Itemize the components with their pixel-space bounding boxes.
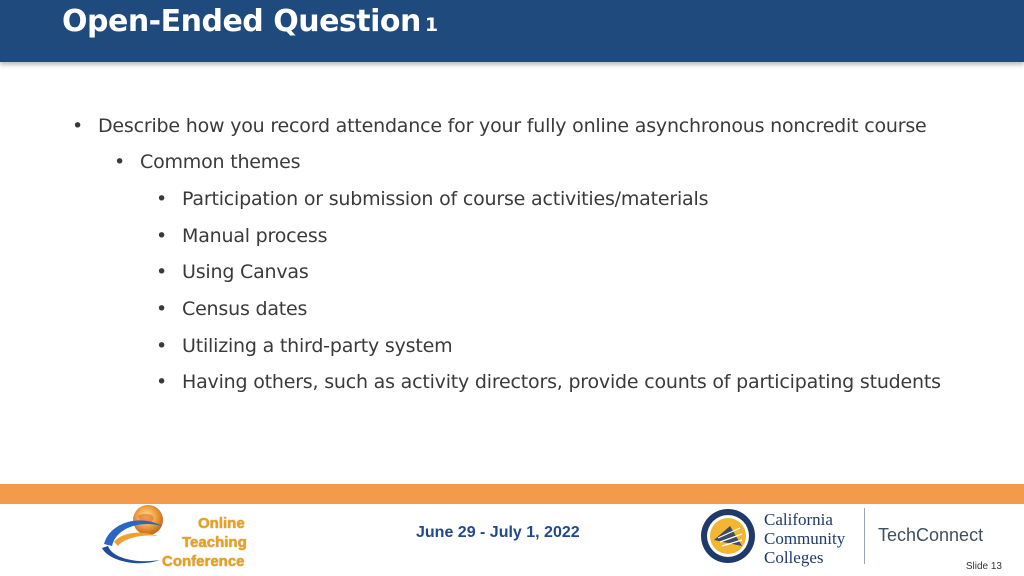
bullet-item: • Describe how you record attendance for your fully online asynchronous noncredit course bbox=[98, 113, 927, 139]
ccc-logo-line: California bbox=[764, 510, 833, 529]
logo-divider bbox=[864, 508, 865, 564]
ccc-logo-line: Colleges bbox=[764, 548, 824, 567]
conference-logo-line: Teaching bbox=[182, 534, 247, 551]
ccc-logo-text bbox=[764, 510, 845, 567]
slide-title-number: 1 bbox=[424, 14, 438, 36]
bullet-item: • Utilizing a third-party system bbox=[182, 333, 452, 359]
bullet-item: • Having others, such as activity directors, provide counts of participating students bbox=[182, 369, 941, 395]
ccc-seal-icon bbox=[700, 508, 756, 564]
bullet-item: • Common themes bbox=[140, 149, 300, 175]
slide-title-text: Open-Ended Question bbox=[62, 4, 421, 39]
ccc-logo-line: Community bbox=[764, 529, 846, 548]
slide-title bbox=[62, 2, 438, 45]
bullet-item: • Participation or submission of course activities/materials bbox=[182, 186, 708, 212]
bullet-item: • Manual process bbox=[182, 223, 327, 249]
accent-bar bbox=[0, 484, 1024, 504]
bullet-item: • Census dates bbox=[182, 296, 307, 322]
conference-logo-line: Online bbox=[198, 515, 245, 532]
conference-logo-line: Conference bbox=[162, 553, 245, 570]
title-bar bbox=[0, 0, 1024, 62]
conference-date: June 29 - July 1, 2022 bbox=[416, 524, 580, 541]
conference-logo-text bbox=[162, 514, 247, 571]
bullet-item: • Using Canvas bbox=[182, 259, 309, 285]
techconnect-logo-text: TechConnect bbox=[878, 525, 984, 545]
slide-number: Slide 13 bbox=[965, 561, 1002, 572]
